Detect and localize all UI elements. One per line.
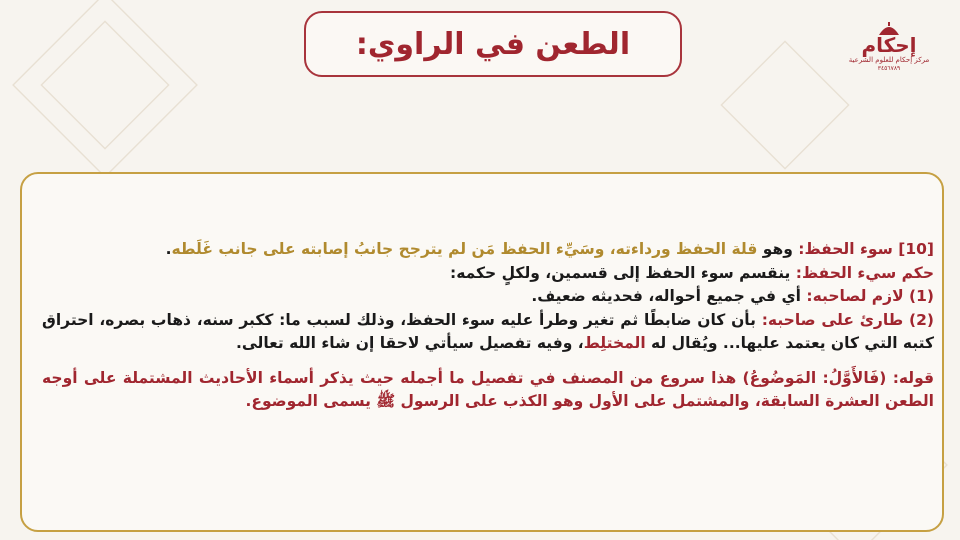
text-segment: المختلِط: [583, 334, 646, 352]
logo: [846, 22, 932, 94]
logo-subtitle: مركز إحكام للعلوم الشرعية: [848, 56, 930, 64]
paragraph: [42, 262, 934, 286]
text-segment: (2) طارئ على صاحبه:: [761, 310, 935, 329]
text-segment: قوله: (فَالأَوَّلُ: المَوضُوعُ) هذا سروع من المصنف في تفصيل ما أجمله حيث يذكر أسماء الأحاديث المشتملة على أوجه الطعن العشرة السابقة، والمشتمل على الأول وهو الكذب على الرسول ﷺ يسمى الموضوع.: [42, 368, 934, 410]
text-segment: .: [165, 240, 172, 258]
text-segment: وهو: [757, 240, 799, 258]
logo-wordmark: إحكام: [861, 33, 917, 57]
text-segment: ، وفيه تفصيل سيأتي لاحقا إن شاء الله تعالى.: [235, 334, 584, 352]
logo-number: ٣٤٥٦٧٨٩: [877, 65, 901, 72]
title-box: [304, 11, 682, 77]
paragraph: [42, 367, 934, 414]
text-segment: (1) لازم لصاحبه:: [806, 287, 934, 305]
content-text: [42, 238, 934, 414]
text-segment: حكم سيء الحفظ:: [795, 263, 934, 282]
text-segment: بأن كان ضابطًا ثم تغير وطرأ عليه سوء الحفظ، وذلك لسبب ما: ككبر سنه، ذهاب بصره، احتراق كتبه التي كان يعتمد عليها... ويُقال له: [42, 310, 934, 352]
paragraph: [42, 285, 934, 309]
text-segment: قلة الحفظ ورداءته، وسَيِّء الحفظ مَن لم يترجح جانبُ إصابته على جانب غَلَطه: [171, 240, 758, 258]
text-segment: [10] سوء الحفظ:: [798, 240, 934, 258]
paragraph: [42, 238, 934, 262]
slide-title: الطعن في الراوي:: [355, 26, 631, 62]
text-segment: أي في جميع أحواله، فحديثه ضعيف.: [531, 287, 807, 305]
paragraph: [42, 309, 934, 356]
text-segment: ينقسم سوء الحفظ إلى قسمين، ولكلٍ حكمه:: [450, 263, 796, 282]
